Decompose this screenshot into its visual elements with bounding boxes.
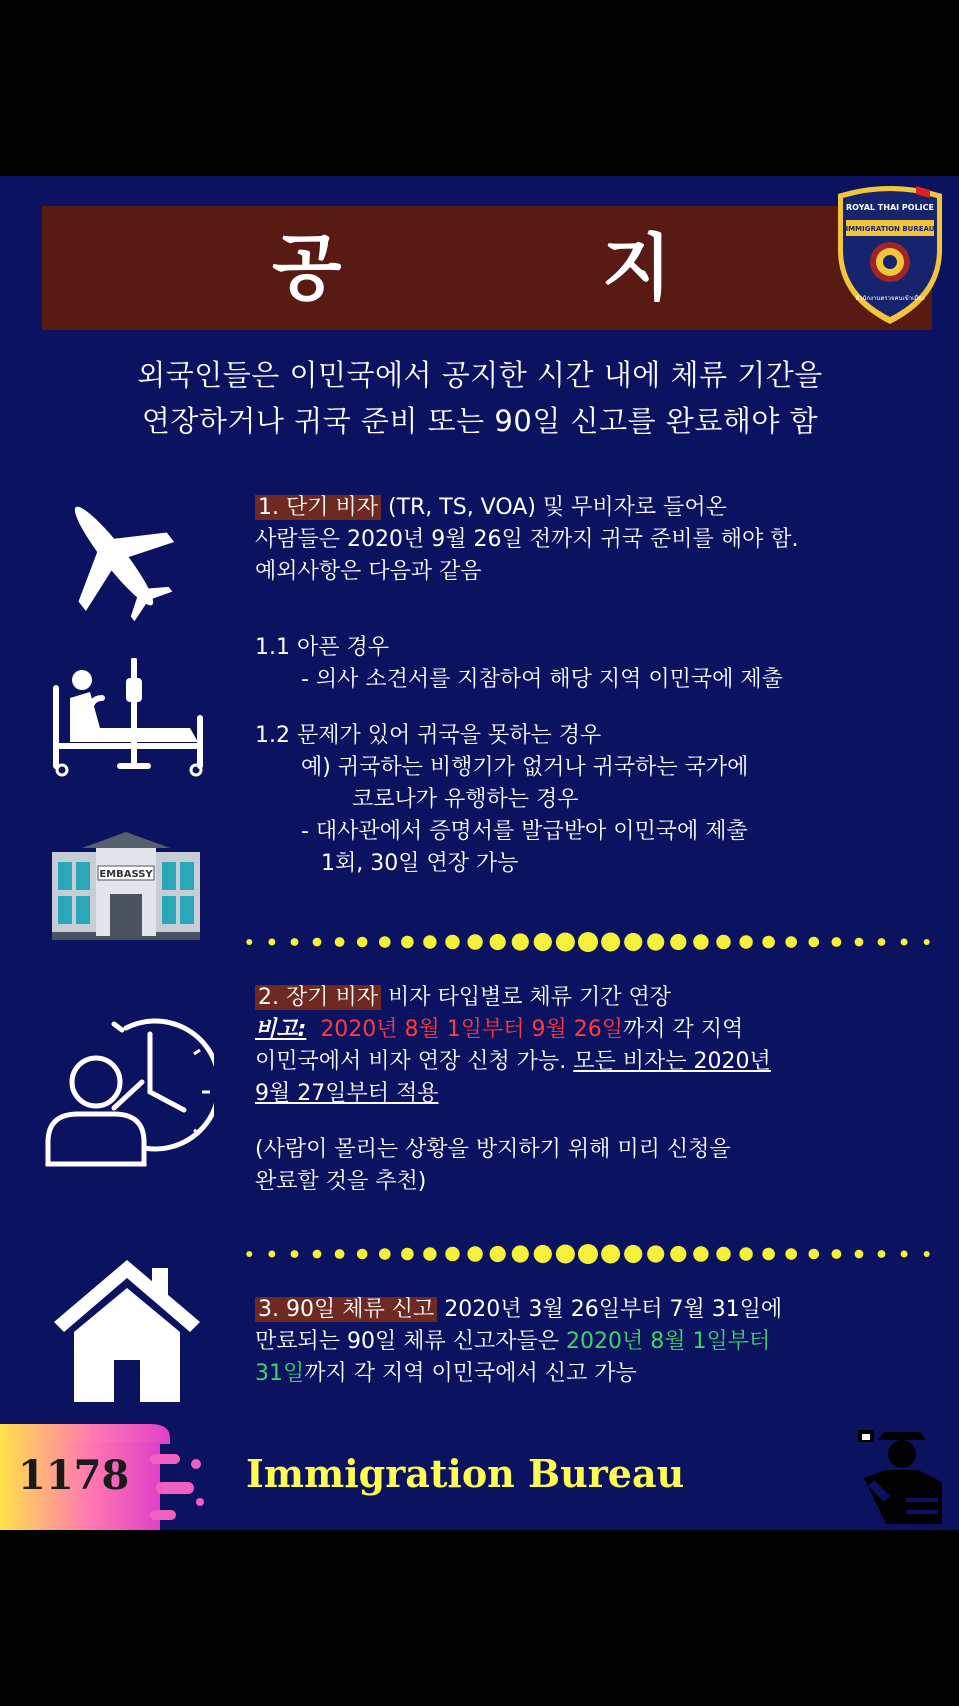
- section2-paren-1: (사람이 몰리는 상황을 방지하기 위해 미리 신청을: [255, 1137, 731, 1162]
- divider-dot: [445, 935, 459, 949]
- divider-dot: [601, 1245, 620, 1264]
- divider-dot: [878, 938, 886, 946]
- divider-dot: [578, 932, 598, 952]
- divider-dot: [647, 1245, 664, 1262]
- divider-dot: [534, 1245, 552, 1263]
- section2-line1: 비자 타입별로 체류 기간 연장: [381, 985, 671, 1010]
- divider-dot: [268, 1251, 275, 1258]
- divider-dot: [670, 1246, 686, 1262]
- item1-title: 1.1 아픈 경우: [255, 635, 389, 660]
- dot-divider-1: [238, 930, 938, 954]
- house-icon: [52, 1256, 202, 1402]
- divider-dot: [291, 938, 299, 946]
- hospital-bed-icon: [50, 658, 220, 778]
- divider-dot: [624, 1245, 642, 1263]
- divider-dot: [832, 1249, 842, 1259]
- divider-dot: [924, 939, 930, 945]
- divider-dot: [832, 937, 842, 947]
- item2-example-2: 코로나가 유행하는 경우: [352, 787, 579, 812]
- divider-dot: [578, 1244, 598, 1264]
- divider-dot: [379, 1248, 391, 1260]
- section-short-term-visa: [255, 492, 798, 588]
- divider-dot: [246, 1251, 252, 1257]
- divider-dot: [809, 937, 820, 948]
- clock-person-icon: [44, 1018, 214, 1168]
- title-bar: [42, 206, 932, 330]
- divider-dot: [924, 1251, 930, 1257]
- note-dates: 2020년 8월 1일부터 9월 26일: [320, 1017, 624, 1042]
- section2-line4: 9월 27일부터 적용: [255, 1081, 439, 1106]
- item2-detail-1: - 대사관에서 증명서를 발급받아 이민국에 제출: [301, 819, 748, 844]
- badge-band-text: IMMIGRATION BUREAU: [845, 225, 935, 233]
- divider-dot: [512, 933, 529, 950]
- divider-dot: [901, 939, 908, 946]
- intro-line-2: 연장하거나 귀국 준비 또는 90일 신고를 완료해야 함: [141, 404, 819, 438]
- divider-dot: [401, 1248, 414, 1261]
- divider-dot: [379, 936, 391, 948]
- divider-dot: [246, 939, 252, 945]
- section2-line3: 이민국에서 비자 연장 신청 가능.: [255, 1049, 574, 1074]
- divider-dot: [423, 1247, 436, 1260]
- intro-text: [30, 352, 930, 444]
- divider-dot: [556, 1245, 575, 1264]
- divider-dot: [762, 936, 775, 949]
- divider-dot: [335, 937, 345, 947]
- section1-line1: (TR, TS, VOA) 및 무비자로 들어온: [381, 495, 727, 520]
- divider-dot: [534, 933, 552, 951]
- section1-exceptions: [255, 632, 783, 880]
- section1-line2: 사람들은 2020년 9월 26일 전까지 귀국 준비를 해야 함.: [255, 527, 799, 552]
- embassy-sign: EMBASSY: [99, 869, 153, 880]
- intro-line-1: 외국인들은 이민국에서 공지한 시간 내에 체류 기간을: [137, 358, 823, 392]
- divider-dot: [423, 935, 436, 948]
- hotline-number: 1178: [18, 1452, 130, 1499]
- title-char-1: 공: [272, 226, 342, 310]
- section3-line3-green: 31일: [255, 1361, 305, 1386]
- divider-dot: [401, 936, 414, 949]
- divider-dot: [878, 1250, 886, 1258]
- airplane-icon: [52, 486, 177, 626]
- divider-dot: [467, 1246, 482, 1261]
- item1-detail: - 의사 소견서를 지참하여 해당 지역 이민국에 제출: [301, 667, 783, 692]
- section3-line3: 까지 각 지역 이민국에서 신고 가능: [304, 1361, 637, 1386]
- section1-line3: 예외사항은 다음과 같음: [255, 559, 482, 584]
- divider-dot: [357, 1249, 368, 1260]
- section2-heading: 2. 장기 비자: [255, 985, 381, 1010]
- section3-line1: 2020년 3월 26일부터 7월 31일에: [437, 1297, 783, 1322]
- divider-dot: [601, 933, 620, 952]
- dot-divider-2: [238, 1242, 938, 1266]
- divider-dot: [739, 1247, 752, 1260]
- divider-dot: [693, 934, 708, 949]
- embassy-icon: [52, 832, 200, 940]
- divider-dot: [512, 1245, 529, 1262]
- section2-paren-2: 완료할 것을 추천): [255, 1169, 427, 1194]
- divider-dot: [855, 938, 864, 947]
- divider-dot: [670, 934, 686, 950]
- divider-dot: [291, 1250, 299, 1258]
- divider-dot: [467, 934, 482, 949]
- divider-dot: [313, 938, 322, 947]
- divider-dot: [268, 939, 275, 946]
- section-long-term-visa: [255, 982, 771, 1198]
- divider-dot: [809, 1249, 820, 1260]
- section-90-day-report: [255, 1294, 782, 1390]
- divider-dot: [335, 1249, 345, 1259]
- section3-heading: 3. 90일 체류 신고: [255, 1297, 437, 1322]
- divider-dot: [445, 1247, 459, 1261]
- item2-detail-2: 1회, 30일 연장 가능: [321, 851, 519, 876]
- note-label: 비고:: [255, 1017, 307, 1042]
- officer-icon: [856, 1426, 946, 1526]
- divider-dot: [901, 1251, 908, 1258]
- section3-line2: 만료되는 90일 체류 신고자들은: [255, 1329, 566, 1354]
- police-badge-icon: [834, 180, 946, 326]
- divider-dot: [490, 934, 506, 950]
- divider-dot: [490, 1246, 506, 1262]
- divider-dot: [739, 935, 752, 948]
- divider-dot: [313, 1250, 322, 1259]
- title-char-2: 지: [602, 226, 672, 310]
- divider-dot: [624, 933, 642, 951]
- divider-dot: [855, 1250, 864, 1259]
- divider-dot: [716, 935, 730, 949]
- divider-dot: [357, 937, 368, 948]
- divider-dot: [647, 933, 664, 950]
- divider-dot: [716, 1247, 730, 1261]
- divider-dot: [785, 936, 797, 948]
- item2-title: 1.2 문제가 있어 귀국을 못하는 경우: [255, 723, 602, 748]
- badge-bottom-text: สำนักงานตรวจคนเข้าเมือง: [855, 295, 925, 302]
- notice-poster: [0, 176, 959, 1530]
- badge-top-text: ROYAL THAI POLICE: [846, 203, 934, 212]
- section1-heading: 1. 단기 비자: [255, 495, 381, 520]
- divider-dot: [556, 933, 575, 952]
- note-rest: 까지 각 지역: [623, 1017, 744, 1042]
- divider-dot: [693, 1246, 708, 1261]
- section2-line3-underlined: 모든 비자는 2020년: [573, 1049, 771, 1074]
- item2-example-1: 예) 귀국하는 비행기가 없거나 귀국하는 국가에: [301, 755, 749, 780]
- divider-dot: [785, 1248, 797, 1260]
- footer-brand: Immigration Bureau: [246, 1451, 685, 1496]
- divider-dot: [762, 1248, 775, 1261]
- section3-line2-green: 2020년 8월 1일부터: [566, 1329, 771, 1354]
